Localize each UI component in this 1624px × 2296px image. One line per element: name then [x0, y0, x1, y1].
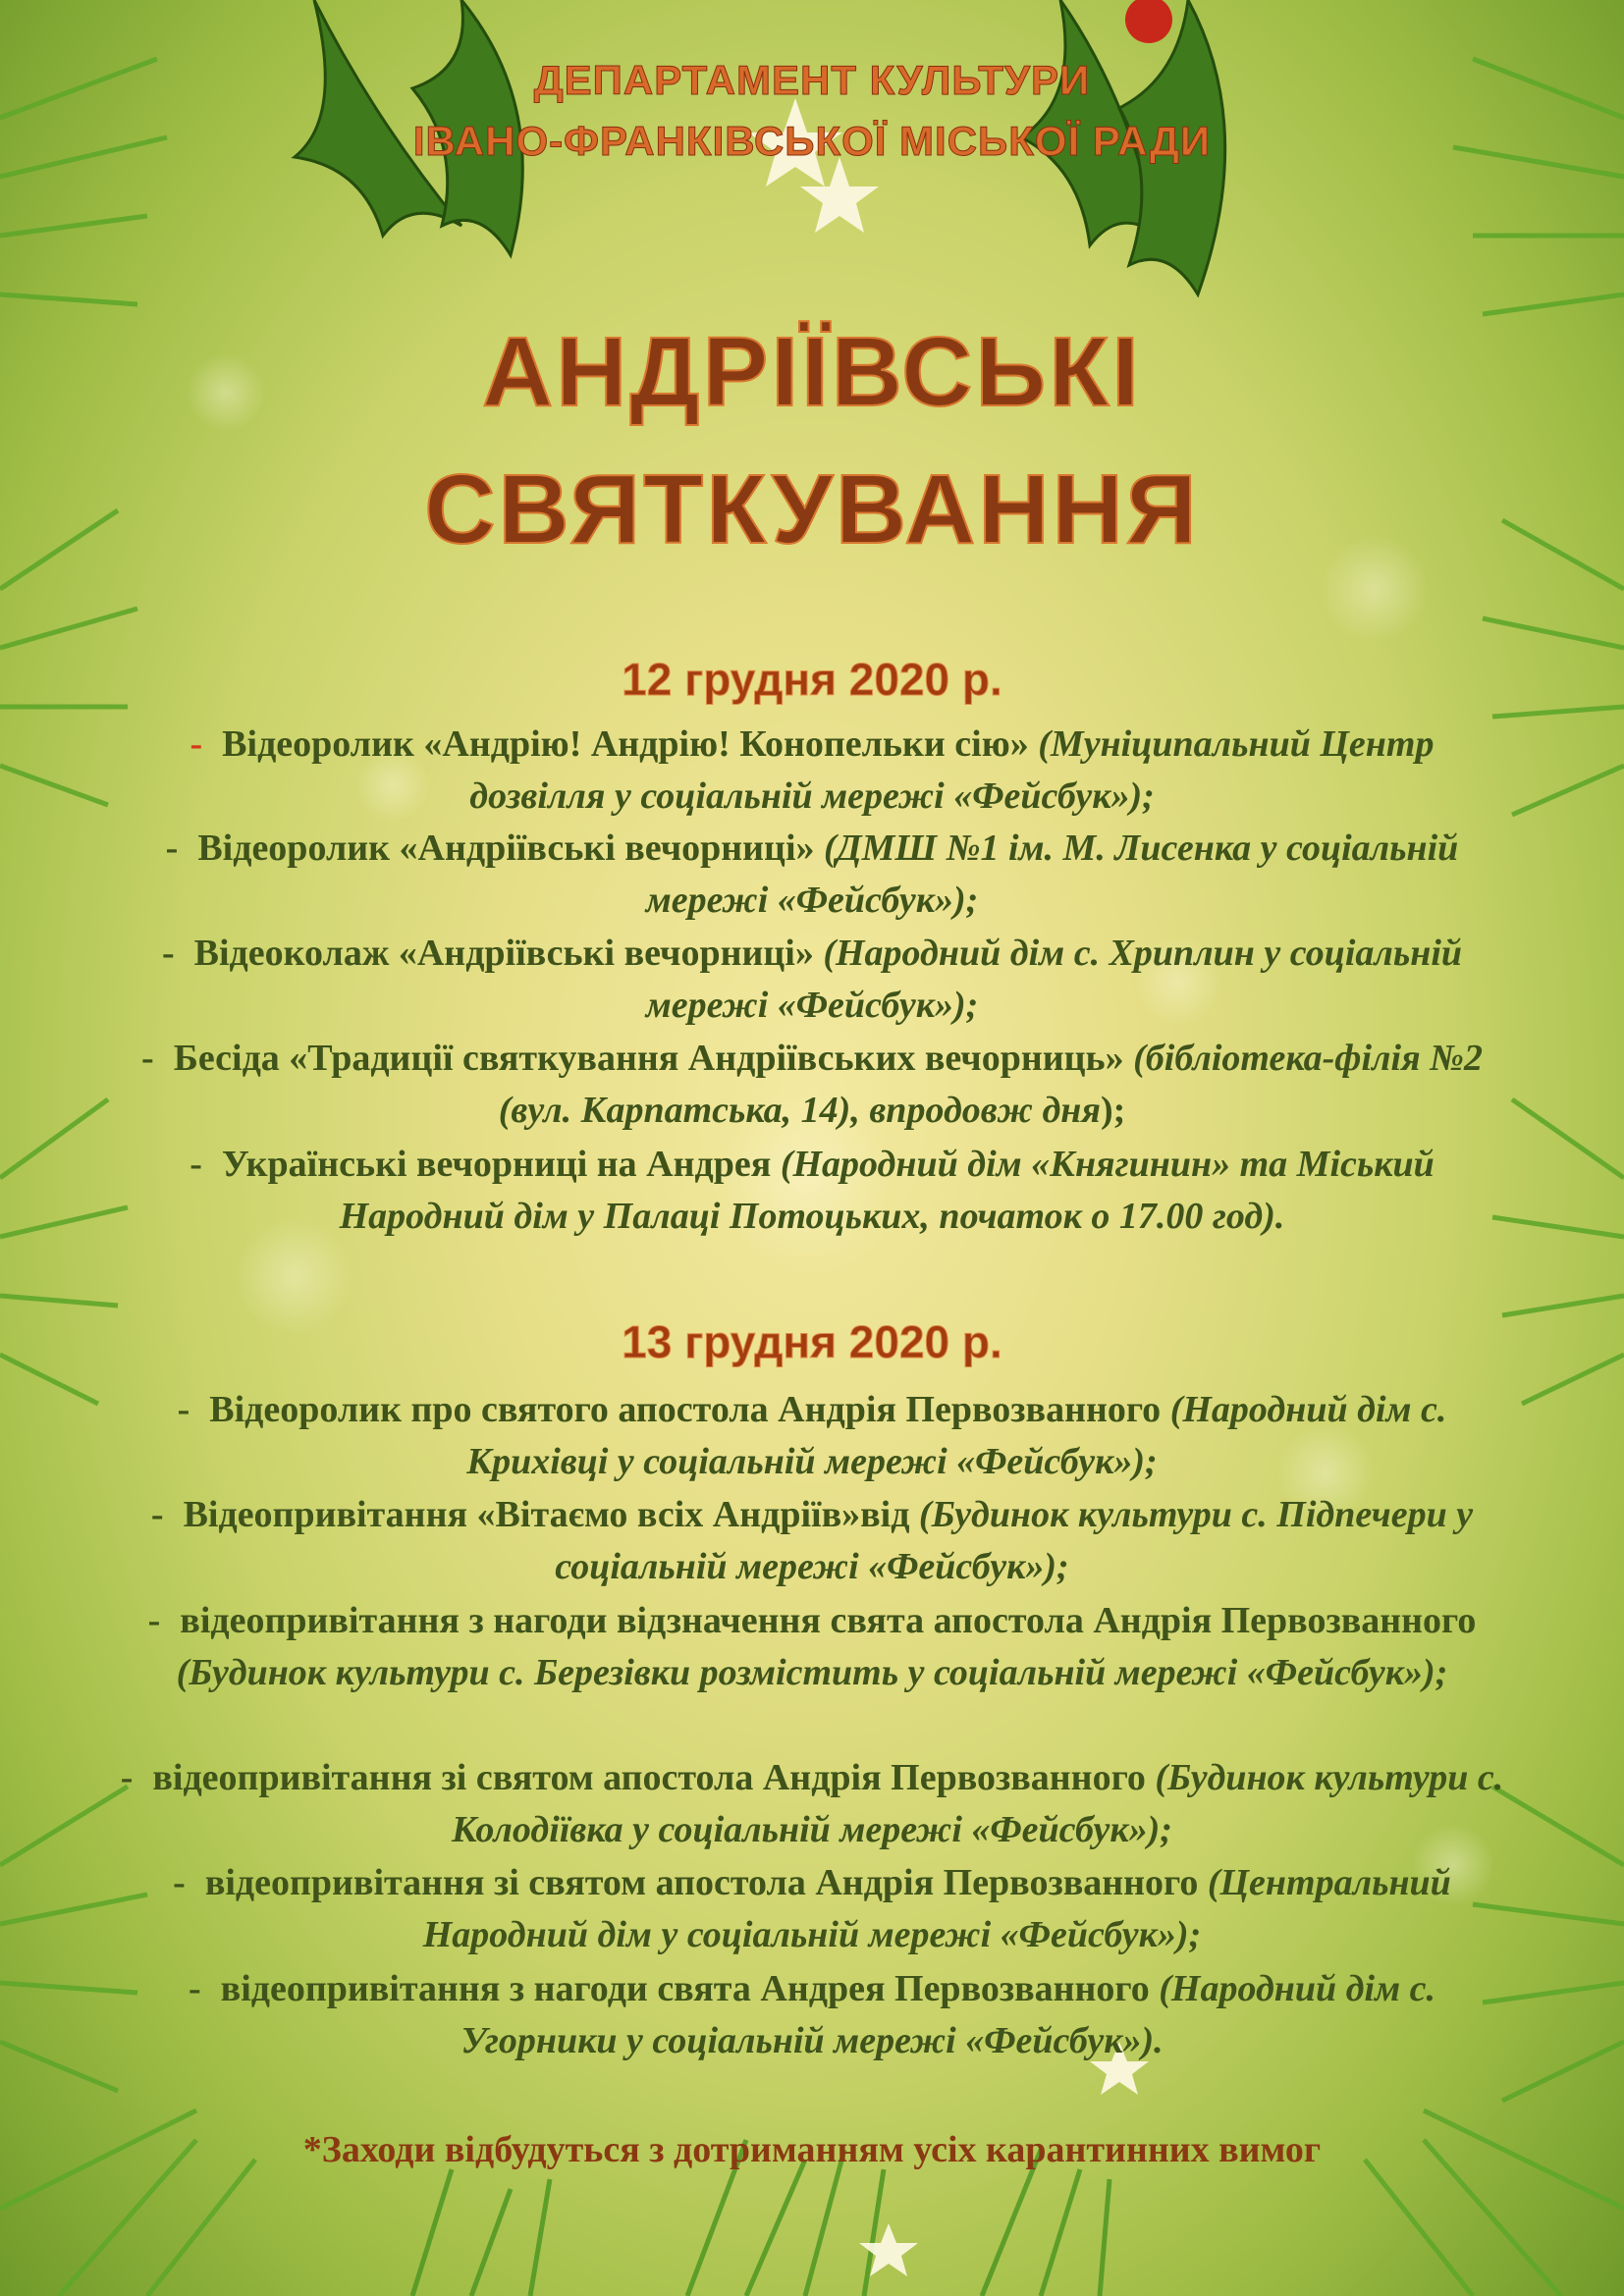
title-line-1: АНДРІЇВСЬКІ	[481, 317, 1143, 427]
department-line-2: ІВАНО-ФРАНКІВСЬКОЇ МІСЬКОЇ РАДИ	[412, 118, 1212, 164]
list-dash: -	[173, 1862, 186, 1903]
event-item: - Відеоколаж «Андріївські вечорниці» (Народний дім с. Хриплин у соціальній мережі «Фейсбук»);	[161, 933, 1463, 1026]
list-dash: -	[141, 1038, 154, 1079]
list-dash: -	[189, 1968, 201, 2009]
event-item: - Відеоролик «Андріївські вечорниці» (ДМШ №1 ім. М. Лисенка у соціальній мережі «Фейсбук»);	[165, 828, 1459, 921]
event-item: - відеопривітання з нагоди відзначення свята апостола Андрія Первозванного (Будинок культури с. Березівки розмістить у соціальній мережі «Фейсбук»);	[147, 1600, 1477, 1693]
list-dash: -	[189, 723, 203, 765]
department-line-1: ДЕПАРТАМЕНТ КУЛЬТУРИ	[533, 57, 1091, 103]
title-line-2: СВЯТКУВАННЯ	[424, 454, 1200, 564]
list-dash: -	[189, 1144, 202, 1185]
event-item: - відеопривітання з нагоди свята Андрея Первозванного (Народний дім с. Угорники у соціальній мережі «Фейсбук»).	[189, 1968, 1435, 2061]
list-dash: -	[165, 828, 179, 869]
event-item: - Бесіда «Традиції святкування Андріївських вечорниць» (бібліотека-філія №2 (вул. Карпатська, 14), впродовж дня);	[141, 1038, 1483, 1131]
list-dash: -	[147, 1600, 161, 1641]
event-item: - відеопривітання зі святом апостола Андрія Первозванного (Центральний Народний дім у соціальній мережі «Фейсбук»);	[173, 1862, 1451, 1955]
event-item: - відеопривітання зі святом апостола Андрія Первозванного (Будинок культури с. Колодіївка у соціальній мережі «Фейсбук»);	[120, 1757, 1504, 1850]
event-item: - Відеоролик про святого апостола Андрія Первозванного (Народний дім с. Крихівці у соціальній мережі «Фейсбук»);	[177, 1389, 1447, 1482]
date-heading-day1: 12 грудня 2020 р.	[622, 654, 1002, 705]
event-item: - Відеопривітання «Вітаємо всіх Андріїв»від (Будинок культури с. Підпечери у соціальній мережі «Фейсбук»);	[150, 1494, 1474, 1587]
list-dash: -	[161, 933, 175, 974]
list-dash: -	[120, 1757, 134, 1798]
quarantine-note: *Заходи відбудуться з дотриманням усіх карантинних вимог	[302, 2129, 1322, 2170]
list-dash: -	[150, 1494, 164, 1535]
list-dash: -	[177, 1389, 190, 1430]
event-item: - Відеоролик «Андрію! Андрію! Конопельки сію» (Муніципальний Центр дозвілля у соціальній мережі «Фейсбук»);	[189, 723, 1435, 817]
date-heading-day2: 13 грудня 2020 р.	[622, 1316, 1002, 1367]
event-item: - Українські вечорниці на Андрея (Народний дім «Княгинин» та Міський Народний дім у Палаці Потоцьких, початок о 17.00 год).	[189, 1144, 1435, 1237]
